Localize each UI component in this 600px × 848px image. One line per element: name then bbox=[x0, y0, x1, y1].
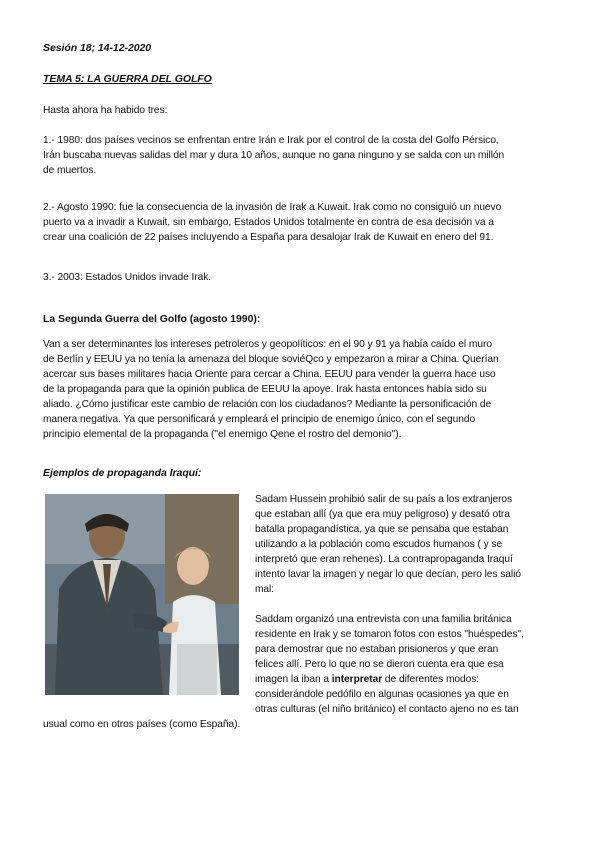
line5-post: de diferentes modos: bbox=[382, 674, 480, 685]
line5-pre: imagen la iban a bbox=[255, 674, 332, 685]
examples-para2-line-3: para demostrar que no estaban prisioneros y que eran bbox=[255, 644, 499, 655]
examples-para1-line-1: Sadam Hussein prohibió salir de su país a los extranjeros bbox=[255, 494, 513, 505]
examples-para1-line-2: que estaban allí (ya que era muy peligroso) y desató otra bbox=[255, 509, 510, 520]
war2-line-2: puerto va a invadir a Kuwait, sin embargo, Estados Unidos totalmente en contra de esa decisión va a bbox=[43, 217, 494, 228]
war2-line-1: 2.- Agosto 1990: fue la consecuencia de la invasión de Irak a Kuwait. Irak como no consiguió un nuevo bbox=[43, 202, 502, 213]
second-war-heading: La Segunda Guerra del Golfo (agosto 1990): bbox=[43, 313, 261, 325]
examples-para2-line-8: usual como en otros países (como España). bbox=[43, 719, 241, 730]
intro-text: Hasta ahora ha habido tres: bbox=[43, 105, 168, 116]
second-war-line-5: aliado. ¿Cómo justificar este cambio de relación con los ciudadanos? Mediante la personificación de bbox=[43, 399, 492, 410]
second-war-line-2: de Berlín y EEUU ya no tenía la amenaza del bloque soviéQco y empezaron a mirar a China. Querían bbox=[43, 354, 499, 365]
second-war-line-3: acercar sus bases militares hacia Oriente para cercar a China. EEUU para vender la guerra hace uso bbox=[43, 369, 496, 380]
war2-line-3: crear una coalición de 22 países incluyendo a España para desalojar Irak de Kuwait en enero del 91. bbox=[43, 232, 494, 243]
examples-heading: Ejemplos de propaganda Iraquí: bbox=[43, 467, 202, 479]
second-war-line-7: principio elemental de la propaganda ("el enemigo Qene el rostro del demonio"). bbox=[43, 429, 402, 440]
examples-para2-line-7: otras culturas (el niño británico) el contacto ajeno no es tan bbox=[255, 704, 519, 715]
examples-para1-line-4: utilizando a la población como escudos humanos ( y se bbox=[255, 539, 503, 550]
saddam-with-child-photo bbox=[45, 494, 239, 695]
topic-title: TEMA 5: LA GUERRA DEL GOLFO bbox=[43, 73, 212, 85]
examples-para2-line-4: felices allí. Pero lo que no se dieron cuenta era que esa bbox=[255, 659, 504, 670]
examples-para2-line-1: Saddam organizó una entrevista con una familia británica bbox=[255, 614, 512, 625]
second-war-line-1: Van a ser determinantes los intereses petroleros y geopolíticos: en el 90 y 91 ya había caído el muro bbox=[43, 339, 492, 350]
examples-para2-line-5 bbox=[255, 672, 479, 687]
war1-line-3: de muertos. bbox=[43, 165, 97, 176]
war1-line-1: 1.- 1980: dos países vecinos se enfrentan entre Irán e Irak por el control de la costa del Golfo Pérsico, bbox=[43, 135, 499, 146]
examples-para1-line-6: intento lavar la imagen y negar lo que decían, pero les salió bbox=[255, 569, 521, 580]
war1-line-2: Irán buscaba nuevas salidas del mar y dura 10 años, aunque no gana ninguno y se salda con un millón bbox=[43, 150, 505, 161]
examples-para2-line-2: residente en Irak y se tomaron fotos con estos "huéspedes", bbox=[255, 629, 524, 640]
interpretar-emphasis: interpretar bbox=[331, 674, 383, 685]
second-war-line-4: de la propaganda para que la opinión publica de EEUU la apoye. Irak hasta entonces había sido su bbox=[43, 384, 487, 395]
examples-para1-line-7: mal: bbox=[255, 584, 275, 595]
examples-para1-line-5: interpretó que eran rehenes). La contrapropaganda Iraquí bbox=[255, 554, 513, 565]
examples-para1-line-3: batalla propagandística, ya que se pensaba que estaban bbox=[255, 524, 509, 535]
second-war-line-6: manera negativa. Ya que personificará y empleará el principio de enemigo único, con el segundo bbox=[43, 414, 476, 425]
examples-para2-line-6: considerándole pedófilo en algunas ocasiones ya que en bbox=[255, 689, 509, 700]
war3-text: 3.- 2003: Estados Unidos invade Irak. bbox=[43, 272, 212, 283]
session-header: Sesión 18; 14-12-2020 bbox=[43, 42, 152, 54]
